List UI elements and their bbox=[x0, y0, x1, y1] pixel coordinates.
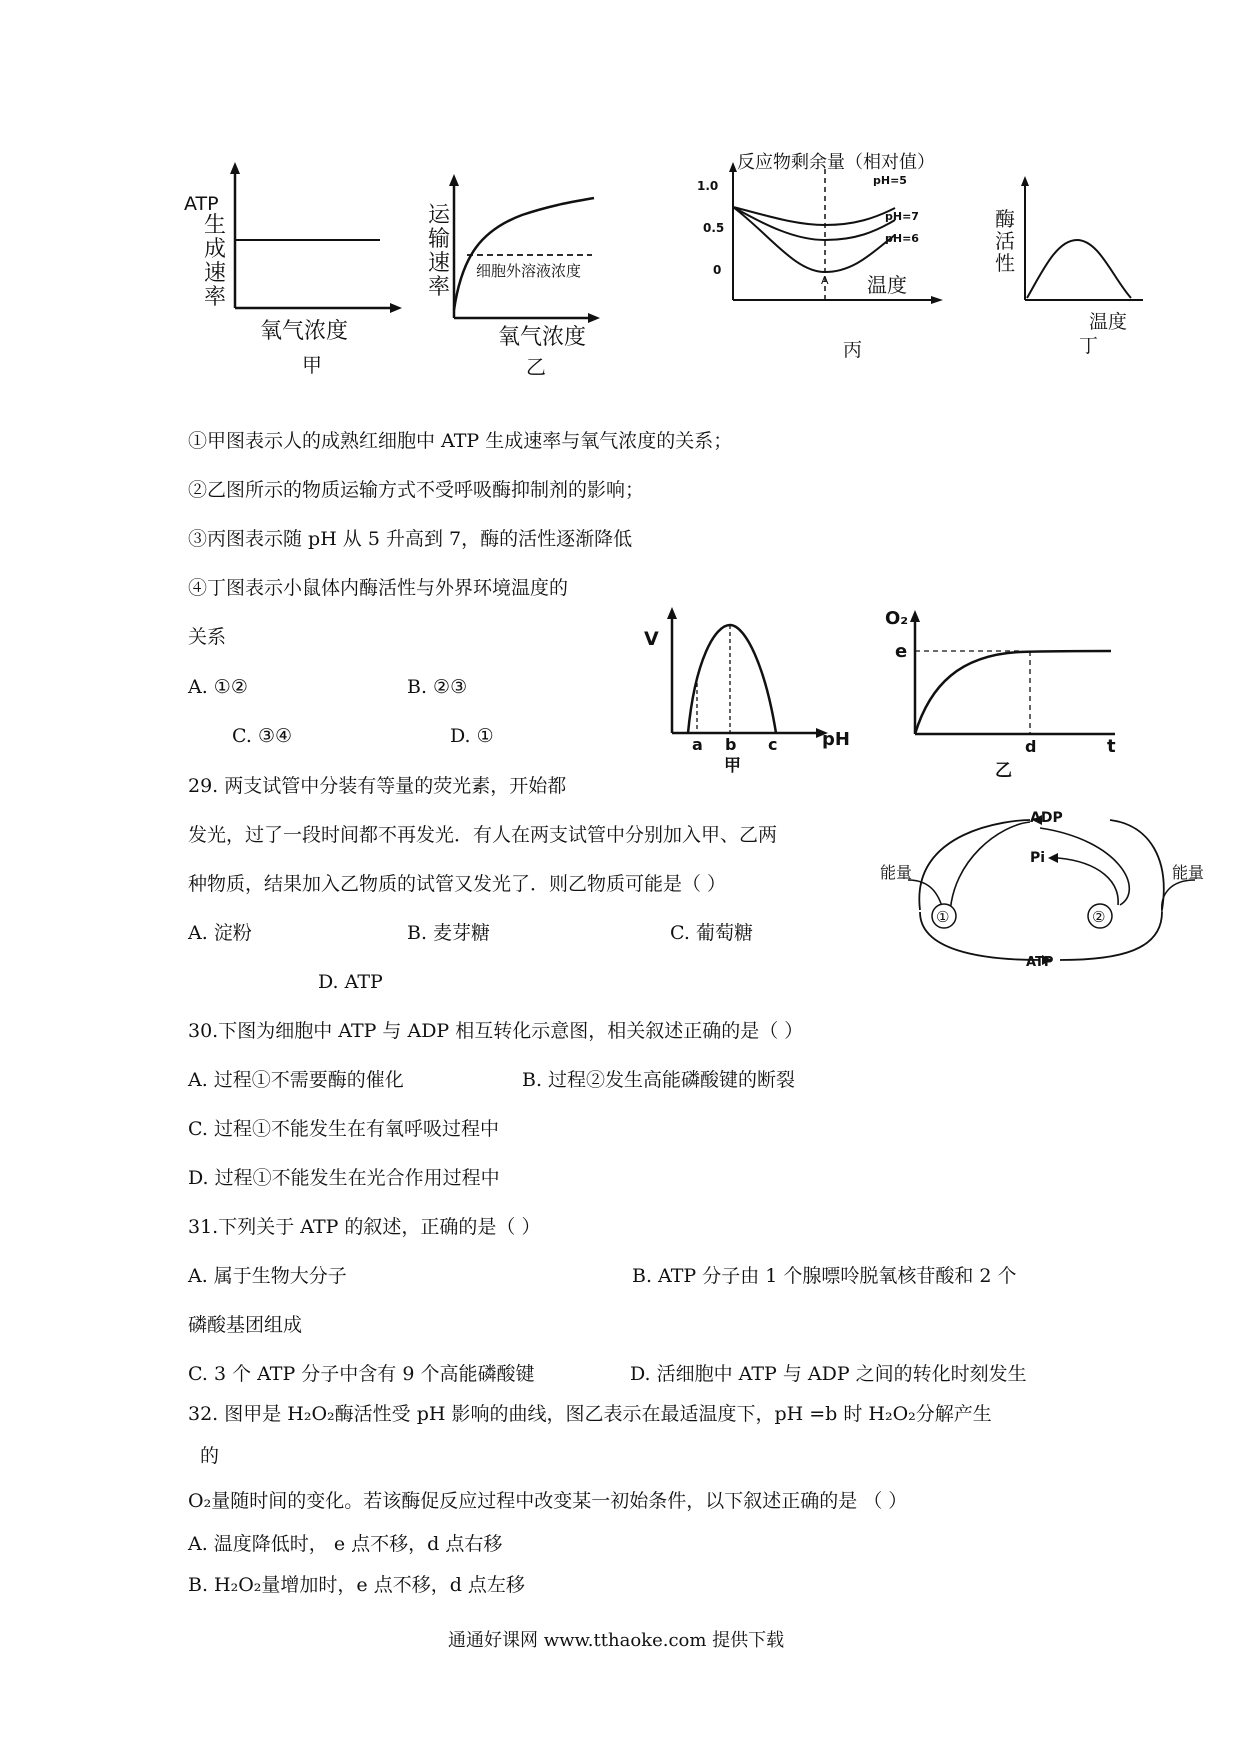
figure-ph-activity bbox=[640, 605, 870, 775]
tick-label: 0 bbox=[713, 263, 722, 277]
ylabel: O₂ bbox=[885, 608, 909, 629]
q29-option-b[interactable]: B. 麦芽糖 bbox=[407, 922, 491, 944]
statement-4-cont: 关系 bbox=[188, 626, 227, 648]
series-label: pH=6 bbox=[885, 232, 919, 245]
ylabel-line: 酶 bbox=[995, 207, 1015, 231]
q29-option-c[interactable]: C. 葡萄糖 bbox=[670, 922, 753, 944]
q30-option-d[interactable]: D. 过程①不能发生在光合作用过程中 bbox=[188, 1167, 500, 1189]
tick-label: 0.5 bbox=[703, 221, 725, 235]
ylabel-line: 速 bbox=[204, 261, 227, 286]
option-d[interactable]: D. ① bbox=[450, 725, 494, 747]
ylabel-line: 率 bbox=[204, 285, 227, 310]
dashed-label: 细胞外溶液浓度 bbox=[476, 262, 582, 280]
option-a[interactable]: A. ①② bbox=[188, 676, 248, 698]
figure-yi bbox=[422, 160, 622, 380]
tick-label: a bbox=[692, 735, 703, 754]
option-c[interactable]: C. ③④ bbox=[232, 725, 293, 747]
q32-option-b[interactable]: B. H₂O₂量增加时，e 点不移，d 点左移 bbox=[188, 1574, 525, 1596]
q32-option-a[interactable]: A. 温度降低时， e 点不移，d 点右移 bbox=[188, 1533, 503, 1555]
process-2-label: ② bbox=[1092, 908, 1106, 926]
e-label: e bbox=[895, 641, 908, 662]
caption: 丙 bbox=[843, 339, 863, 361]
tick-label: 1.0 bbox=[697, 179, 719, 193]
energy-left-label: 能量 bbox=[880, 863, 913, 882]
q32-stem-2: 的 bbox=[200, 1445, 220, 1467]
q29-stem-3: 种物质，结果加入乙物质的试管又发光了．则乙物质可能是（ ） bbox=[188, 873, 727, 895]
caption: 乙 bbox=[526, 355, 546, 379]
series-label: pH=7 bbox=[885, 210, 919, 223]
q30-option-b[interactable]: B. 过程②发生高能磷酸键的断裂 bbox=[522, 1069, 796, 1091]
caption: 甲 bbox=[302, 353, 322, 377]
ylabel-line: 生 bbox=[204, 213, 227, 238]
xlabel: pH bbox=[822, 729, 850, 750]
series-label: pH=5 bbox=[873, 174, 907, 187]
atp-label: ATP bbox=[1026, 955, 1054, 970]
tick-label: b bbox=[725, 735, 737, 754]
ylabel-line: 运 bbox=[428, 203, 451, 228]
q31-option-b[interactable]: B. ATP 分子由 1 个腺嘌呤脱氧核苷酸和 2 个 bbox=[632, 1265, 1017, 1287]
caption: 乙 bbox=[995, 761, 1012, 781]
xlabel: 氧气浓度 bbox=[498, 325, 587, 350]
figure-ding bbox=[995, 160, 1165, 360]
q31-option-c[interactable]: C. 3 个 ATP 分子中含有 9 个高能磷酸键 bbox=[188, 1363, 535, 1385]
adp-label: ADP bbox=[1030, 810, 1063, 826]
ylabel-line: 率 bbox=[428, 275, 451, 300]
figure-atp-adp-cycle bbox=[880, 800, 1210, 980]
q29-stem-1: 29. 两支试管中分装有等量的荧光素，开始都 bbox=[188, 775, 567, 797]
q29-stem-2: 发光，过了一段时间都不再发光．有人在两支试管中分别加入甲、乙两 bbox=[188, 824, 778, 846]
footer: 通通好课网 www.tthaoke.com 提供下载 bbox=[448, 1630, 785, 1651]
figure-jia bbox=[184, 160, 410, 380]
q30-stem: 30.下图为细胞中 ATP 与 ADP 相互转化示意图，相关叙述正确的是（ ） bbox=[188, 1020, 804, 1042]
xlabel: 温度 bbox=[867, 273, 907, 297]
statement-1: ①甲图表示人的成熟红细胞中 ATP 生成速率与氧气浓度的关系； bbox=[188, 430, 733, 452]
q30-option-c[interactable]: C. 过程①不能发生在有氧呼吸过程中 bbox=[188, 1118, 499, 1140]
xlabel: t bbox=[1107, 736, 1116, 757]
energy-right-label: 能量 bbox=[1172, 863, 1205, 882]
ylabel-line: 活 bbox=[995, 229, 1015, 253]
ylabel-line: 速 bbox=[428, 251, 451, 276]
statement-3: ③丙图表示随 pH 从 5 升高到 7，酶的活性逐渐降低 bbox=[188, 528, 633, 550]
pi-label: Pi bbox=[1030, 850, 1046, 866]
q29-option-a[interactable]: A. 淀粉 bbox=[188, 922, 252, 944]
xtick-label: A bbox=[821, 274, 829, 287]
q31-option-d[interactable]: D. 活细胞中 ATP 与 ADP 之间的转化时刻发生 bbox=[630, 1363, 1027, 1385]
ylabel-line: 成 bbox=[204, 237, 227, 262]
caption: 丁 bbox=[1079, 335, 1099, 357]
figure-bing bbox=[695, 152, 955, 361]
tick-label: c bbox=[768, 735, 778, 754]
caption: 甲 bbox=[724, 756, 741, 776]
q30-option-a[interactable]: A. 过程①不需要酶的催化 bbox=[188, 1069, 404, 1091]
statement-4: ④丁图表示小鼠体内酶活性与外界环境温度的 bbox=[188, 577, 569, 599]
option-b[interactable]: B. ②③ bbox=[407, 676, 468, 698]
ylabel-line: ATP bbox=[184, 193, 219, 215]
ylabel: V bbox=[644, 628, 659, 650]
q29-option-d[interactable]: D. ATP bbox=[318, 971, 383, 993]
q32-stem-3: O₂量随时间的变化。若该酶促反应过程中改变某一初始条件，以下叙述正确的是 （ ） bbox=[188, 1490, 908, 1512]
q32-stem-1: 32. 图甲是 H₂O₂酶活性受 pH 影响的曲线，图乙表示在最适温度下，pH =b 时 H₂O₂分解产生 bbox=[188, 1403, 992, 1425]
chart-title: 反应物剩余量（相对值） bbox=[737, 152, 935, 173]
ylabel-line: 性 bbox=[995, 251, 1015, 275]
tick-label: d bbox=[1025, 737, 1037, 756]
q31-option-a[interactable]: A. 属于生物大分子 bbox=[188, 1265, 347, 1287]
process-1-label: ① bbox=[936, 908, 950, 926]
figure-o2-time bbox=[875, 600, 1125, 780]
q31-stem: 31.下列关于 ATP 的叙述，正确的是（ ） bbox=[188, 1216, 541, 1238]
statement-2: ②乙图所示的物质运输方式不受呼吸酶抑制剂的影响； bbox=[188, 479, 645, 501]
xlabel: 温度 bbox=[1089, 311, 1128, 333]
q31-option-b-cont: 磷酸基团组成 bbox=[188, 1314, 303, 1336]
ylabel-line: 输 bbox=[428, 227, 451, 252]
xlabel: 氧气浓度 bbox=[260, 319, 349, 344]
